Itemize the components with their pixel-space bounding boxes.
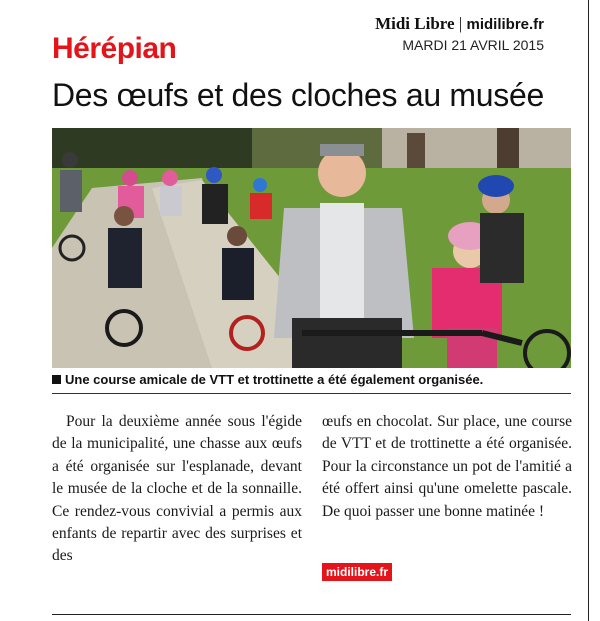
midilibre-logo: midilibre.fr [322, 563, 392, 581]
article-kicker: Hérépian [52, 32, 177, 65]
page-edge-rule [588, 0, 589, 621]
article-body-column-2 [322, 411, 572, 523]
bottom-divider [52, 614, 571, 615]
masthead-brand-line [375, 14, 544, 34]
article-headline: Des œufs et des cloches au musée [52, 77, 544, 113]
masthead-separator: | [458, 14, 463, 33]
newspaper-domain: midilibre.fr [466, 16, 544, 33]
photo-caption [52, 372, 571, 387]
article-body-column-1 [52, 411, 302, 568]
publication-date: MARDI 21 AVRIL 2015 [402, 37, 544, 53]
article-paragraph-continued: œufs en chocolat. Sur place, une course de VTT et de trottinette a été organisée. Pour la circonstance un pot de l'amitié a été offert ainsi qu'une omelette pascale. De quoi passer une bonne matinée ! [322, 413, 572, 520]
caption-divider [52, 393, 571, 394]
article-paragraph: Pour la deuxième année sous l'égide de la municipalité, une chasse aux œufs a été organisée sur l'esplanade, devant le musée de la cloche et de la sonnaille. Ce rendez-vous convivial a permis aux enfants de repartir avec des surprises et des [52, 413, 302, 565]
masthead [375, 14, 544, 53]
article-photo [52, 128, 571, 368]
caption-text: Une course amicale de VTT et trottinette a été également organisée. [65, 372, 484, 387]
caption-square-icon [52, 375, 61, 384]
newspaper-name: Midi Libre [375, 14, 455, 33]
